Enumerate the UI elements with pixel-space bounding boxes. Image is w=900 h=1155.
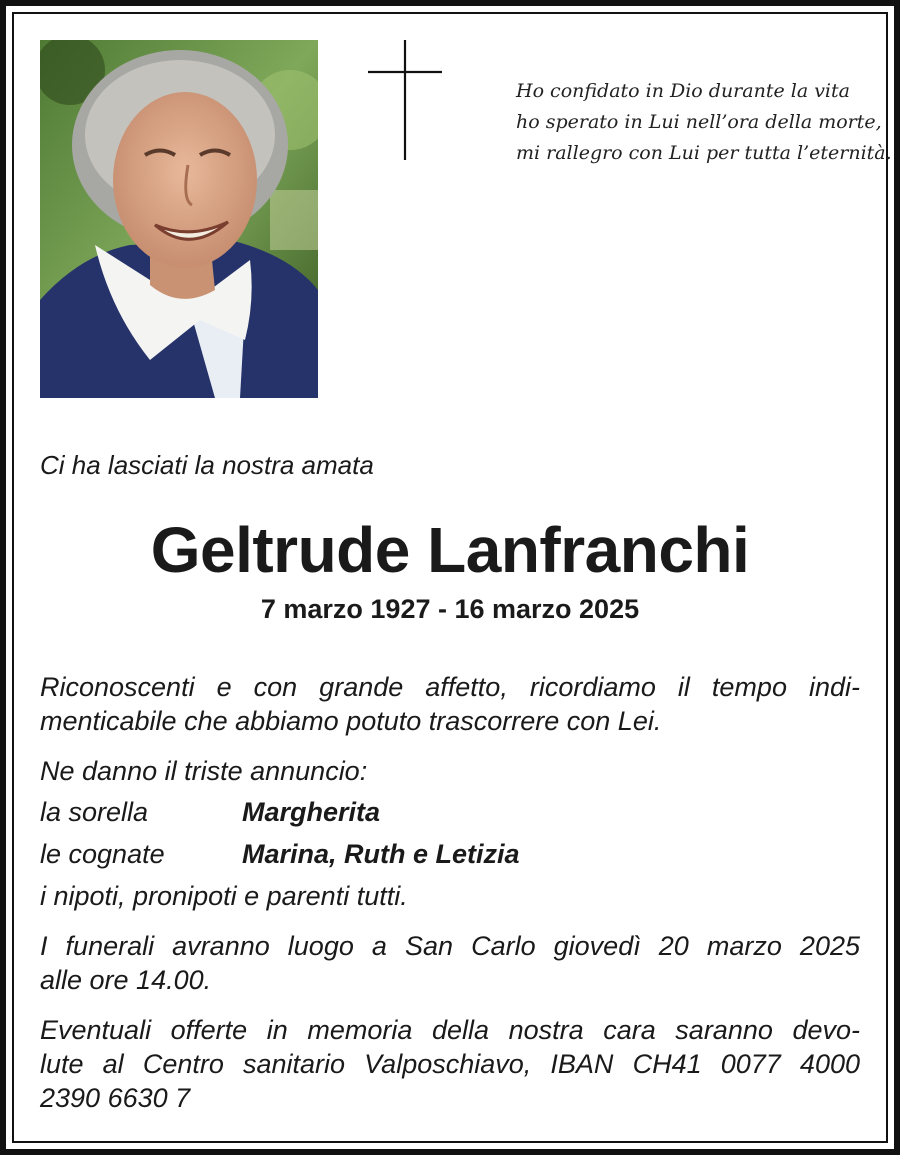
relation-label: la sorella <box>40 797 149 827</box>
announcement-text: Ne danno il triste annuncio: <box>40 756 368 786</box>
donations-paragraph <box>40 1013 860 1115</box>
cross-icon <box>368 40 442 160</box>
donations-line: Eventuali offerte in memoria della nostra cara saranno devo- <box>40 1015 860 1045</box>
epitaph-quote <box>516 76 892 169</box>
quote-line: Ho confidato in Dio durante la vita <box>516 80 850 102</box>
quote-line: ho sperato in Lui nell’ora della morte, <box>516 111 882 133</box>
deceased-name: Geltrude Lanfranchi <box>150 514 750 586</box>
tribute-line: Riconoscenti e con grande affetto, ricordiamo il tempo indi- <box>40 672 860 702</box>
portrait-photo <box>40 40 318 398</box>
relative-row <box>40 797 380 828</box>
donations-line: 2390 6630 7 <box>40 1083 191 1113</box>
funeral-line: alle ore 14.00. <box>40 965 212 995</box>
funeral-paragraph <box>40 929 860 997</box>
donations-line: lute al Centro sanitario Valposchiavo, IBAN CH41 0077 4000 <box>40 1049 860 1079</box>
intro-text: Ci ha lasciati la nostra amata <box>40 450 374 480</box>
life-dates: 7 marzo 1927 - 16 marzo 2025 <box>260 594 640 624</box>
relative-names: Marina, Ruth e Letizia <box>242 839 520 869</box>
tribute-paragraph <box>40 670 860 738</box>
quote-line: mi rallegro con Lui per tutta l’eternità. <box>516 142 892 164</box>
tribute-line: menticabile che abbiamo potuto trascorrere con Lei. <box>40 706 662 736</box>
relative-names: Margherita <box>242 797 381 827</box>
other-relatives-text: i nipoti, pronipoti e parenti tutti. <box>40 881 408 911</box>
relative-row <box>40 839 520 870</box>
relation-label: le cognate <box>40 839 165 869</box>
funeral-line: I funerali avranno luogo a San Carlo giovedì 20 marzo 2025 <box>40 931 860 961</box>
